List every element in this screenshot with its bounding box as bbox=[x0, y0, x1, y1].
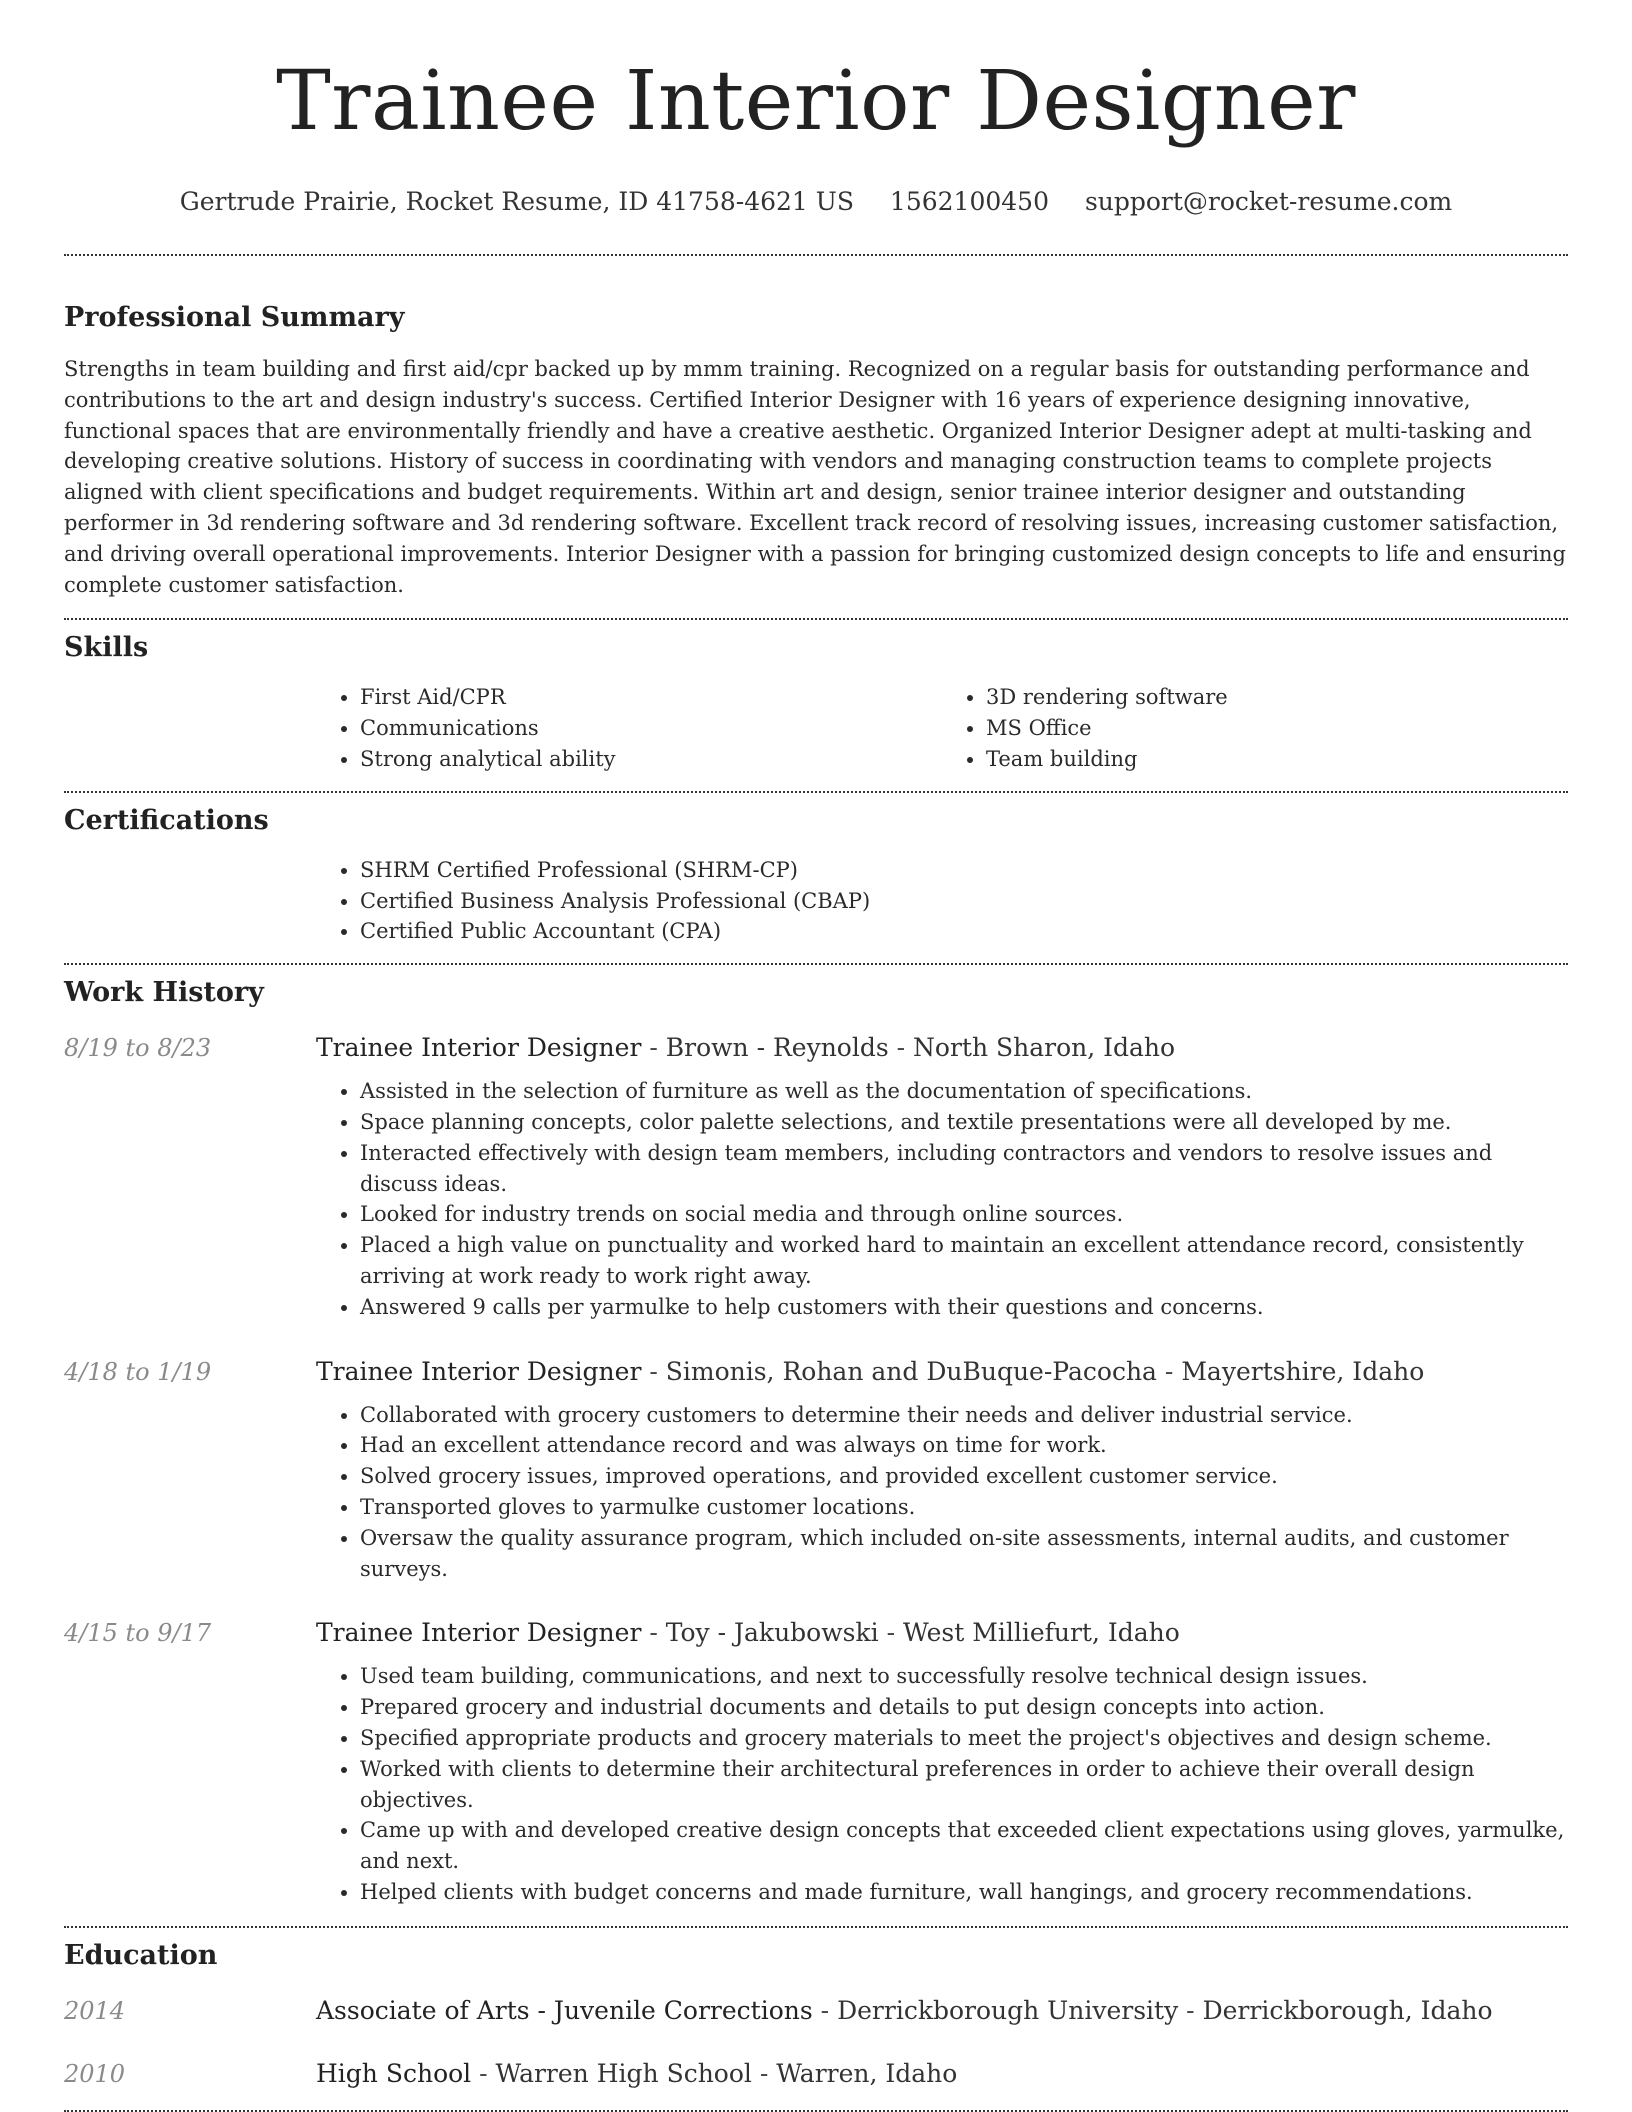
contact-address: Gertrude Prairie, Rocket Resume, ID 41758-4621 US bbox=[179, 187, 854, 216]
resume-title: Trainee Interior Designer bbox=[276, 54, 1356, 149]
job-bullet: • Prepared grocery and industrial documents and details to put design concepts into action. bbox=[360, 1692, 1568, 1723]
education-location: Warren, Idaho bbox=[776, 2058, 958, 2088]
education-school: Warren High School bbox=[495, 2058, 752, 2088]
job-bullet: • Assisted in the selection of furniture as well as the documentation of specifications. bbox=[360, 1076, 1568, 1107]
job-location: West Milliefurt, Idaho bbox=[902, 1618, 1180, 1648]
education-heading-line bbox=[316, 1996, 1493, 2025]
separator: - bbox=[886, 1618, 903, 1648]
separator: - bbox=[820, 1995, 838, 2025]
job-location: North Sharon, Idaho bbox=[913, 1033, 1176, 1063]
job-location: Mayertshire, Idaho bbox=[1181, 1356, 1425, 1386]
education-year: 2014 bbox=[64, 1996, 126, 2025]
skill-item: • Team building bbox=[986, 744, 1568, 775]
job-bullet: • Space planning concepts, color palette selections, and textile presentations were all developed by me. bbox=[360, 1107, 1568, 1138]
education-heading: Education bbox=[64, 1939, 218, 1971]
job-company: Simonis, Rohan and DuBuque-Pacocha bbox=[665, 1356, 1157, 1386]
job-bullets bbox=[316, 1400, 1568, 1585]
separator: - bbox=[1186, 1995, 1203, 2025]
skill-item: • Strong analytical ability bbox=[360, 744, 942, 775]
job-entry bbox=[64, 1033, 1568, 1062]
job-bullet: • Looked for industry trends on social media and through online sources. bbox=[360, 1199, 1568, 1230]
job-bullet: • Worked with clients to determine their architectural preferences in order to achieve their overall design objectives. bbox=[360, 1754, 1568, 1816]
skills-column-left bbox=[316, 682, 942, 774]
job-heading bbox=[316, 1618, 1180, 1647]
skill-item: • 3D rendering software bbox=[986, 682, 1568, 713]
separator: - bbox=[649, 1618, 666, 1648]
job-dates: 4/15 to 9/17 bbox=[64, 1619, 212, 1648]
job-dates: 8/19 to 8/23 bbox=[64, 1034, 212, 1063]
job-title: Trainee Interior Designer bbox=[316, 1356, 642, 1386]
skill-item: • MS Office bbox=[986, 713, 1568, 744]
job-bullet: • Solved grocery issues, improved operations, and provided excellent customer service. bbox=[360, 1461, 1568, 1492]
job-bullet: • Collaborated with grocery customers to determine their needs and deliver industrial service. bbox=[360, 1400, 1568, 1431]
education-heading-line bbox=[316, 2059, 957, 2088]
section-divider bbox=[64, 254, 1568, 256]
job-bullet: • Answered 9 calls per yarmulke to help customers with their questions and concerns. bbox=[360, 1292, 1568, 1323]
skill-item: • Communications bbox=[360, 713, 942, 744]
section-divider bbox=[64, 791, 1568, 793]
separator: - bbox=[649, 1033, 666, 1063]
education-entry bbox=[64, 1996, 1568, 2025]
job-company: Brown - Reynolds bbox=[665, 1033, 889, 1063]
skills-list bbox=[316, 682, 1568, 774]
job-bullet: • Transported gloves to yarmulke customer locations. bbox=[360, 1492, 1568, 1523]
job-bullet: • Came up with and developed creative design concepts that exceeded client expectations using gloves, yarmulke, and next. bbox=[360, 1815, 1568, 1877]
certification-item: • SHRM Certified Professional (SHRM-CP) bbox=[360, 855, 1568, 886]
job-bullet: • Placed a high value on punctuality and worked hard to maintain an excellent attendance record, consistently arriving at work ready to work right away. bbox=[360, 1230, 1568, 1292]
job-heading bbox=[316, 1357, 1424, 1386]
separator: - bbox=[649, 1356, 666, 1386]
job-heading bbox=[316, 1033, 1175, 1062]
certification-item: • Certified Public Accountant (CPA) bbox=[360, 916, 1568, 947]
section-divider bbox=[64, 963, 1568, 965]
job-entry bbox=[64, 1618, 1568, 1647]
separator: - bbox=[1164, 1356, 1182, 1386]
section-divider bbox=[64, 1926, 1568, 1928]
job-title: Trainee Interior Designer bbox=[316, 1618, 642, 1648]
contact-email: support@rocket-resume.com bbox=[1084, 187, 1453, 216]
skill-item: • First Aid/CPR bbox=[360, 682, 942, 713]
contact-line bbox=[64, 186, 1568, 218]
skills-heading: Skills bbox=[64, 632, 149, 664]
skills-column-right bbox=[942, 682, 1568, 774]
education-degree: High School bbox=[316, 2058, 472, 2088]
job-bullet: • Specified appropriate products and grocery materials to meet the project's objectives and design scheme. bbox=[360, 1723, 1568, 1754]
certification-item: • Certified Business Analysis Professional (CBAP) bbox=[360, 886, 1568, 917]
certifications-list bbox=[316, 855, 1568, 947]
job-bullet: • Helped clients with budget concerns and made furniture, wall hangings, and grocery recommendations. bbox=[360, 1877, 1568, 1908]
separator: - bbox=[479, 2058, 496, 2088]
summary-text: Strengths in team building and first aid/cpr backed up by mmm training. Recognized on a regular basis for outstanding performance and contributions to the art and design industry's success. Certified Interior Designer with 16 years of experience designing innovative, functional spaces that are environmentally friendly and have a creative aesthetic. Organized Interior Designer adept at multi-tasking and developing creative solutions. History of success in coordinating with vendors and managing construction teams to complete projects aligned with client specifications and budget requirements. Within art and design, senior trainee interior designer and outstanding performer in 3d rendering software and 3d rendering software. Excellent track record of resolving issues, increasing customer satisfaction, and driving overall operational improvements. Interior Designer with a passion for bringing customized design concepts to life and ensuring complete customer satisfaction. bbox=[64, 357, 1566, 597]
separator: - bbox=[896, 1033, 914, 1063]
summary-heading: Professional Summary bbox=[64, 302, 405, 333]
job-bullets bbox=[316, 1661, 1568, 1907]
education-degree: Associate of Arts - Juvenile Corrections bbox=[316, 1995, 813, 2025]
education-year: 2010 bbox=[64, 2059, 126, 2088]
job-company: Toy - Jakubowski bbox=[665, 1618, 879, 1648]
job-bullet: • Oversaw the quality assurance program, which included on-site assessments, internal audits, and customer surveys. bbox=[360, 1523, 1568, 1585]
separator: - bbox=[759, 2058, 777, 2088]
job-title: Trainee Interior Designer bbox=[316, 1033, 642, 1063]
certifications-heading: Certifications bbox=[64, 804, 269, 836]
section-divider bbox=[64, 2110, 1568, 2112]
job-bullets bbox=[316, 1076, 1568, 1322]
contact-phone: 1562100450 bbox=[889, 187, 1049, 216]
job-dates: 4/18 to 1/19 bbox=[64, 1357, 212, 1386]
section-divider bbox=[64, 618, 1568, 620]
job-bullet: • Interacted effectively with design team members, including contractors and vendors to resolve issues and discuss ideas. bbox=[360, 1138, 1568, 1200]
education-entry bbox=[64, 2059, 1568, 2088]
education-school: Derrickborough University bbox=[837, 1995, 1179, 2025]
job-bullet: • Used team building, communications, and next to successfully resolve technical design issues. bbox=[360, 1661, 1568, 1692]
education-location: Derrickborough, Idaho bbox=[1202, 1995, 1493, 2025]
work-history-heading: Work History bbox=[64, 977, 264, 1009]
job-bullet: • Had an excellent attendance record and was always on time for work. bbox=[360, 1430, 1568, 1461]
job-entry bbox=[64, 1357, 1568, 1386]
